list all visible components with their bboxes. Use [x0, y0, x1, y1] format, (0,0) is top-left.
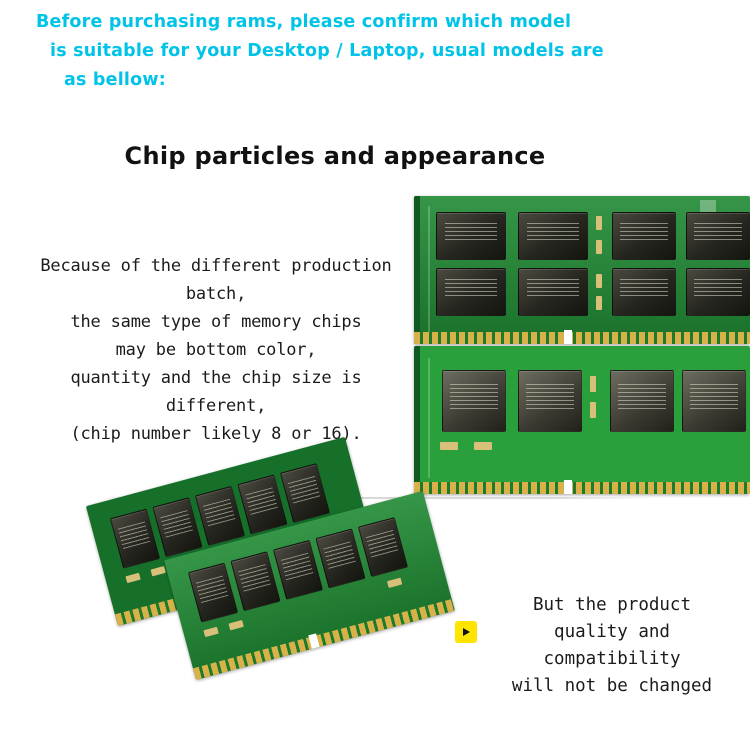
- smd-component: [596, 240, 602, 254]
- memory-chip: [280, 463, 330, 523]
- smd-component: [474, 442, 492, 450]
- notice-line-3: as bellow:: [64, 70, 166, 90]
- memory-chip: [436, 268, 506, 316]
- pcb-edge: [414, 346, 420, 494]
- notice-line-2: is suitable for your Desktop / Laptop, usual models are: [50, 41, 604, 61]
- smd-component: [125, 573, 140, 583]
- smd-component: [596, 296, 602, 310]
- smd-component: [229, 620, 244, 630]
- pcb-silkscreen: [428, 358, 430, 478]
- caption-line-2: quality and compatibility: [543, 622, 681, 669]
- memory-chip: [518, 212, 588, 260]
- laptop-memory-module-dark-chips-image: [414, 196, 750, 344]
- gold-contact-fingers: [414, 332, 750, 344]
- gold-contact-fingers: [414, 482, 750, 494]
- memory-chip: [436, 212, 506, 260]
- memory-chip: [188, 563, 238, 623]
- memory-chip: [110, 509, 160, 569]
- smd-component: [387, 578, 402, 588]
- smd-component: [596, 216, 602, 230]
- module-key-notch: [564, 330, 572, 344]
- purchase-notice: [0, 8, 750, 95]
- pcb-edge: [414, 196, 420, 344]
- memory-chip: [195, 486, 245, 546]
- smd-component: [596, 274, 602, 288]
- memory-chip: [612, 212, 676, 260]
- section-heading: Chip particles and appearance: [124, 142, 546, 170]
- smd-component: [590, 402, 596, 418]
- smd-component: [203, 627, 218, 637]
- description-paragraph: [18, 252, 414, 448]
- memory-chip: [237, 474, 287, 534]
- memory-chip: [152, 497, 202, 557]
- smd-component: [590, 376, 596, 392]
- memory-chip: [518, 370, 582, 432]
- memory-chip: [682, 370, 746, 432]
- play-triangle-icon: [455, 621, 477, 643]
- memory-chip: [315, 528, 365, 588]
- memory-chip: [686, 212, 750, 260]
- notice-line-1: Before purchasing rams, please confirm which model: [36, 12, 572, 32]
- memory-chip: [442, 370, 506, 432]
- description-line-3: may be bottom color,: [115, 340, 317, 360]
- memory-chip: [230, 551, 280, 611]
- memory-chip: [686, 268, 750, 316]
- description-line-5: (chip number likely 8 or 16).: [70, 424, 362, 444]
- smd-component: [151, 566, 166, 576]
- laptop-memory-module-light-chips-image: [414, 346, 750, 494]
- module-key-notch: [564, 480, 572, 494]
- product-quality-caption: [487, 592, 737, 700]
- description-line-4: quantity and the chip size is different,: [70, 368, 362, 416]
- memory-chip: [612, 268, 676, 316]
- description-line-1: Because of the different production batch,: [40, 256, 392, 304]
- description-line-2: the same type of memory chips: [70, 312, 362, 332]
- memory-chip: [518, 268, 588, 316]
- smd-component: [440, 442, 458, 450]
- caption-line-1: But the product: [532, 595, 692, 615]
- caption-line-3: will not be changed: [511, 676, 713, 696]
- pcb-silkscreen: [428, 206, 430, 334]
- memory-chip: [273, 540, 323, 600]
- memory-chip: [358, 517, 408, 577]
- memory-chip: [610, 370, 674, 432]
